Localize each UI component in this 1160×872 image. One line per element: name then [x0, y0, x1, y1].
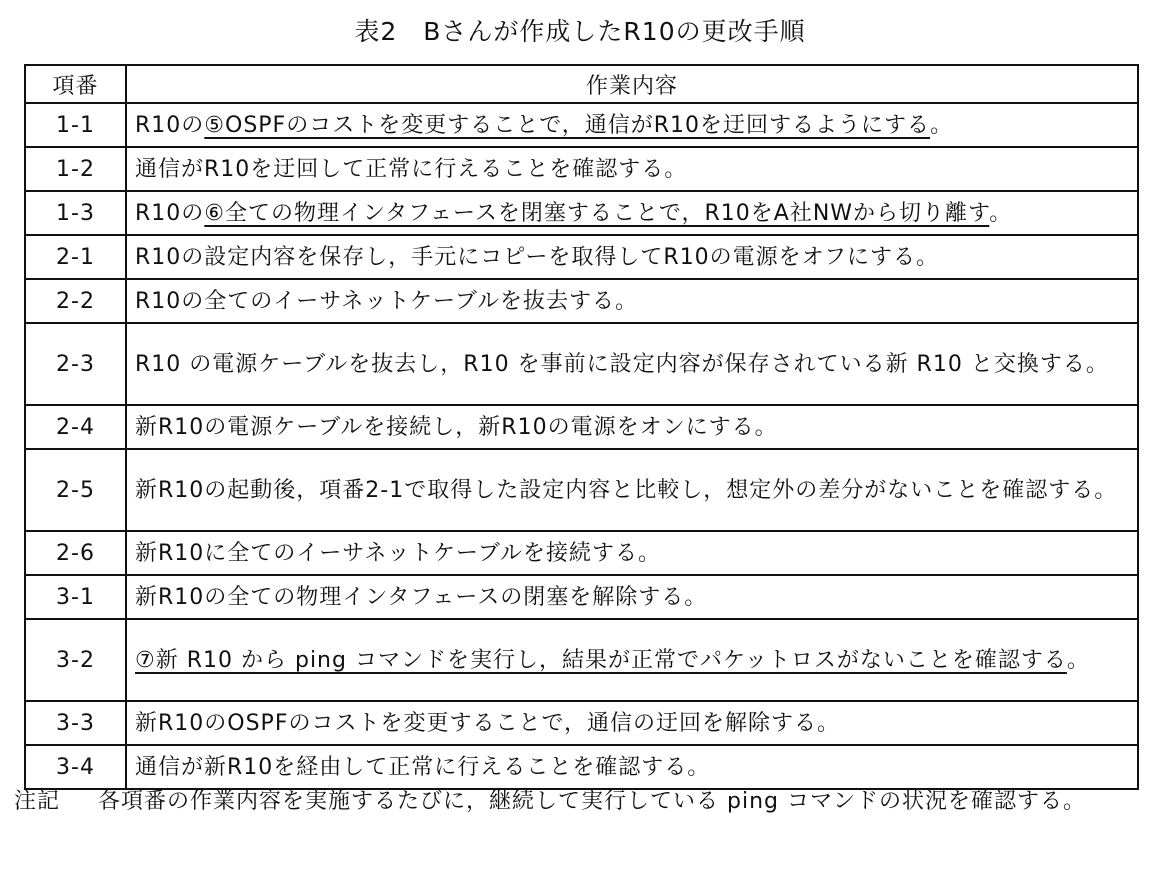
note-label: 注記: [14, 789, 61, 814]
table-row: [25, 449, 1138, 531]
row-number: 3-2: [25, 619, 126, 701]
table-header-row: [25, 65, 1138, 103]
row-number: 2-4: [25, 405, 126, 449]
row-content: [126, 279, 1138, 323]
row-content: [126, 147, 1138, 191]
table-row: [25, 323, 1138, 405]
table-row: [25, 531, 1138, 575]
row-number: 1-3: [25, 191, 126, 235]
row-text: R10の設定内容を保存し，手元にコピーを取得してR10の電源をオフにする。: [135, 244, 940, 270]
row-number: 2-6: [25, 531, 126, 575]
table-row: [25, 147, 1138, 191]
table-row: [25, 701, 1138, 745]
row-text: R10の: [135, 200, 205, 226]
row-text-end: 。: [930, 112, 954, 138]
underlined-text: ⑦新 R10 から ping コマンドを実行し，結果が正常でパケットロスがないことを確認する: [135, 647, 1067, 673]
note-text: 各項番の作業内容を実施するたびに，継続して実行している ping コマンドの状況を確認する。: [98, 789, 1086, 814]
procedure-table: [24, 64, 1139, 790]
row-content: [126, 449, 1138, 531]
table-caption: 表2 Bさんが作成したR10の更改手順: [354, 17, 806, 46]
row-text: R10の: [135, 112, 205, 138]
table-row: [25, 103, 1138, 147]
row-number: 2-5: [25, 449, 126, 531]
row-number: 2-1: [25, 235, 126, 279]
row-content: [126, 701, 1138, 745]
table-row: [25, 575, 1138, 619]
row-content: [126, 619, 1138, 701]
row-text: R10の全てのイーサネットケーブルを抜去する。: [135, 288, 638, 314]
table-row: [25, 405, 1138, 449]
row-text: 新R10の電源ケーブルを接続し，新R10の電源をオンにする。: [135, 414, 778, 440]
table-row: [25, 191, 1138, 235]
row-number: 2-3: [25, 323, 126, 405]
row-text: 新R10に全てのイーサネットケーブルを接続する。: [135, 540, 661, 566]
row-content: [126, 191, 1138, 235]
row-content: [126, 235, 1138, 279]
row-number: 3-4: [25, 745, 126, 789]
row-number: 3-3: [25, 701, 126, 745]
header-number: 項番: [25, 65, 126, 103]
row-text: 通信がR10を迂回して正常に行えることを確認する。: [135, 156, 688, 182]
row-number: 1-2: [25, 147, 126, 191]
row-text: R10 の電源ケーブルを抜去し，R10 を事前に設定内容が保存されている新 R10 と交換する。: [135, 351, 1109, 377]
underlined-text: ⑤OSPFのコストを変更することで，通信がR10を迂回するようにする: [204, 112, 931, 138]
table-row: [25, 279, 1138, 323]
row-content: [126, 575, 1138, 619]
row-text: 新R10の全ての物理インタフェースの閉塞を解除する。: [135, 584, 708, 610]
row-content: [126, 531, 1138, 575]
row-number: 2-2: [25, 279, 126, 323]
row-number: 3-1: [25, 575, 126, 619]
row-content: [126, 323, 1138, 405]
row-number: 1-1: [25, 103, 126, 147]
row-text: 通信が新R10を経由して正常に行えることを確認する。: [135, 754, 711, 780]
table-row: [25, 619, 1138, 701]
row-content: [126, 103, 1138, 147]
underlined-text: ⑥全ての物理インタフェースを閉塞することで，R10をA社NWから切り離す: [204, 200, 990, 226]
row-content: [126, 405, 1138, 449]
row-text: 新R10の起動後，項番2-1で取得した設定内容と比較し，想定外の差分がないことを確認する。: [135, 477, 1118, 503]
header-content: 作業内容: [126, 65, 1138, 103]
row-text: 新R10のOSPFのコストを変更することで，通信の迂回を解除する。: [135, 710, 841, 736]
table-note: [14, 782, 1144, 822]
row-text-end: 。: [989, 200, 1013, 226]
table-row: [25, 235, 1138, 279]
row-text-end: 。: [1066, 647, 1090, 673]
